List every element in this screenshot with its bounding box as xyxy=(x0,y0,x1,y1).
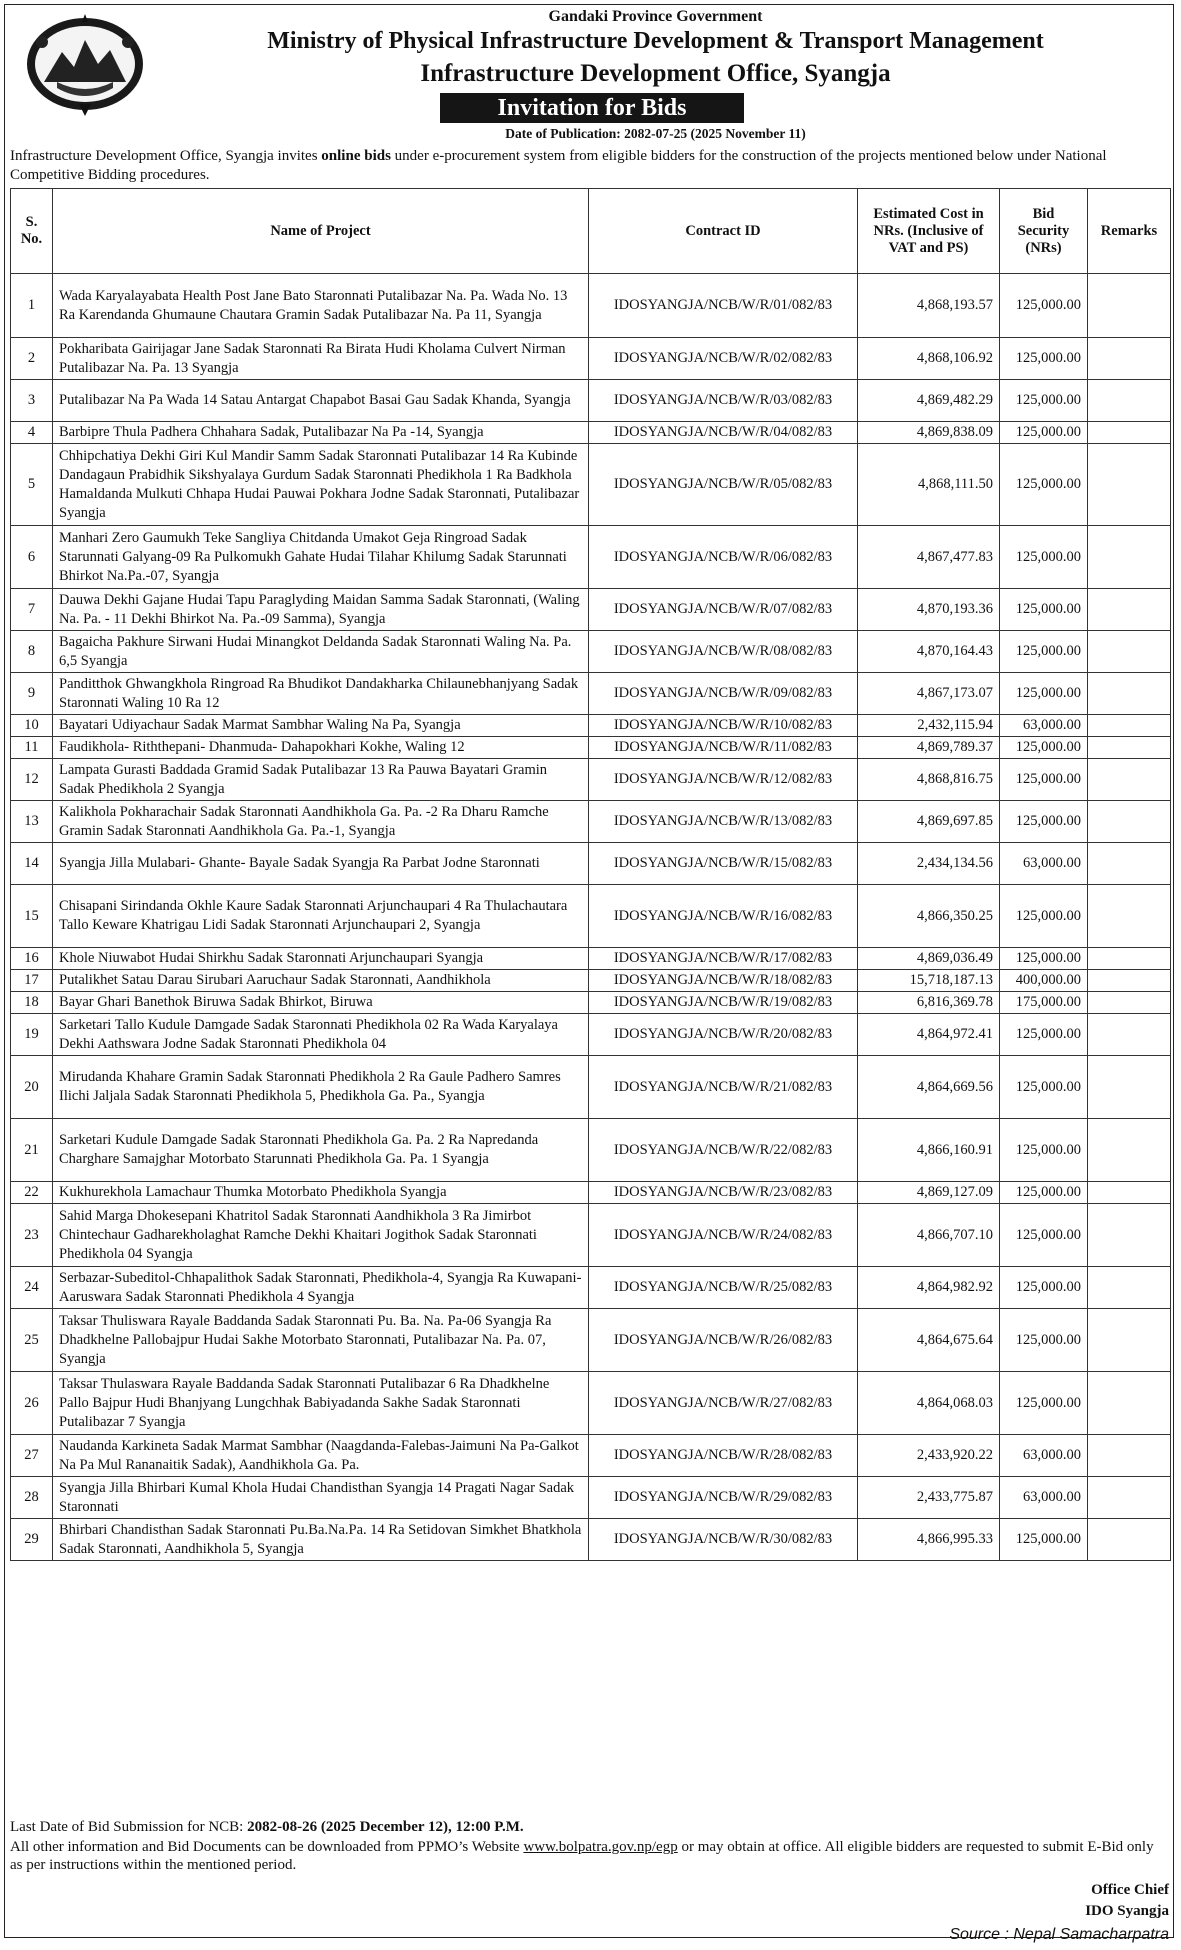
row-contract-id: IDOSYANGJA/NCB/W/R/03/082/83 xyxy=(589,380,858,422)
table-header-row xyxy=(11,189,1171,274)
row-bid-security: 63,000.00 xyxy=(1000,843,1088,885)
row-contract-id: IDOSYANGJA/NCB/W/R/08/082/83 xyxy=(589,631,858,673)
row-project-name: Kukhurekhola Lamachaur Thumka Motorbato Phedikhola Syangja xyxy=(53,1182,589,1204)
table-row xyxy=(11,1372,1171,1435)
header-contract-id: Contract ID xyxy=(589,189,858,274)
row-estimated-cost: 4,867,477.83 xyxy=(858,526,1000,589)
row-contract-id: IDOSYANGJA/NCB/W/R/25/082/83 xyxy=(589,1267,858,1309)
table-row xyxy=(11,992,1171,1014)
table-row xyxy=(11,526,1171,589)
row-estimated-cost: 4,866,160.91 xyxy=(858,1119,1000,1182)
row-project-name: Taksar Thuliswara Rayale Baddanda Sadak Staronnati Pu. Ba. Na. Pa-06 Syangja Ra Dhadkhelne Pallobajpur Hudai Sakhe Motorbato Staronnati, Putalibazar Na. Pa. 07, Syangja xyxy=(53,1309,589,1372)
row-estimated-cost: 4,866,350.25 xyxy=(858,885,1000,948)
nepal-emblem-logo xyxy=(22,12,148,118)
table-row xyxy=(11,631,1171,673)
ministry-name: Ministry of Physical Infrastructure Development & Transport Management xyxy=(267,28,1044,54)
row-remarks xyxy=(1088,1372,1171,1435)
row-bid-security: 125,000.00 xyxy=(1000,1056,1088,1119)
row-sno: 14 xyxy=(11,843,53,885)
row-estimated-cost: 4,864,972.41 xyxy=(858,1014,1000,1056)
row-estimated-cost: 2,433,920.22 xyxy=(858,1435,1000,1477)
row-estimated-cost: 4,869,036.49 xyxy=(858,948,1000,970)
row-bid-security: 175,000.00 xyxy=(1000,992,1088,1014)
row-bid-security: 63,000.00 xyxy=(1000,1435,1088,1477)
row-contract-id: IDOSYANGJA/NCB/W/R/13/082/83 xyxy=(589,801,858,843)
row-sno: 20 xyxy=(11,1056,53,1119)
row-remarks xyxy=(1088,338,1171,380)
table-row xyxy=(11,737,1171,759)
row-contract-id: IDOSYANGJA/NCB/W/R/10/082/83 xyxy=(589,715,858,737)
table-row xyxy=(11,1204,1171,1267)
row-contract-id: IDOSYANGJA/NCB/W/R/28/082/83 xyxy=(589,1435,858,1477)
row-sno: 11 xyxy=(11,737,53,759)
row-bid-security: 125,000.00 xyxy=(1000,737,1088,759)
table-row xyxy=(11,801,1171,843)
table-row xyxy=(11,380,1171,422)
row-contract-id: IDOSYANGJA/NCB/W/R/16/082/83 xyxy=(589,885,858,948)
table-row xyxy=(11,1309,1171,1372)
table-row xyxy=(11,673,1171,715)
row-estimated-cost: 4,868,106.92 xyxy=(858,338,1000,380)
row-estimated-cost: 4,864,982.92 xyxy=(858,1267,1000,1309)
province-government: Gandaki Province Government xyxy=(548,8,763,25)
row-sno: 6 xyxy=(11,526,53,589)
row-project-name: Bhirbari Chandisthan Sadak Staronnati Pu.Ba.Na.Pa. 14 Ra Setidovan Simkhet Bhatkhola Sadak Staronnati, Aandhikhola 5, Syangja xyxy=(53,1519,589,1561)
row-sno: 4 xyxy=(11,422,53,444)
row-estimated-cost: 4,866,995.33 xyxy=(858,1519,1000,1561)
row-estimated-cost: 4,869,697.85 xyxy=(858,801,1000,843)
row-remarks xyxy=(1088,673,1171,715)
row-remarks xyxy=(1088,715,1171,737)
table-row xyxy=(11,1267,1171,1309)
row-remarks xyxy=(1088,1014,1171,1056)
row-remarks xyxy=(1088,526,1171,589)
row-contract-id: IDOSYANGJA/NCB/W/R/01/082/83 xyxy=(589,274,858,338)
row-remarks xyxy=(1088,1477,1171,1519)
row-remarks xyxy=(1088,970,1171,992)
table-row xyxy=(11,970,1171,992)
row-contract-id: IDOSYANGJA/NCB/W/R/18/082/83 xyxy=(589,970,858,992)
row-project-name: Bayatari Udiyachaur Sadak Marmat Sambhar Waling Na Pa, Syangja xyxy=(53,715,589,737)
row-project-name: Wada Karyalayabata Health Post Jane Bato Staronnati Putalibazar Na. Pa. Wada No. 13 Ra Karendanda Ghumaune Chautara Gramin Sadak Putalibazar Na. Pa 11, Syangja xyxy=(53,274,589,338)
row-contract-id: IDOSYANGJA/NCB/W/R/24/082/83 xyxy=(589,1204,858,1267)
row-remarks xyxy=(1088,631,1171,673)
row-bid-security: 125,000.00 xyxy=(1000,444,1088,526)
row-bid-security: 63,000.00 xyxy=(1000,1477,1088,1519)
row-contract-id: IDOSYANGJA/NCB/W/R/06/082/83 xyxy=(589,526,858,589)
row-remarks xyxy=(1088,1267,1171,1309)
source-credit: Source : Nepal Samacharpatra xyxy=(949,1926,1169,1943)
row-remarks xyxy=(1088,801,1171,843)
row-estimated-cost: 6,816,369.78 xyxy=(858,992,1000,1014)
row-bid-security: 125,000.00 xyxy=(1000,801,1088,843)
row-sno: 28 xyxy=(11,1477,53,1519)
table-row xyxy=(11,1182,1171,1204)
row-bid-security: 125,000.00 xyxy=(1000,422,1088,444)
row-project-name: Chhipchatiya Dekhi Giri Kul Mandir Samm Sadak Staronnati Putalibazar 14 Ra Kubinde Dandagaun Prabidhik Sikshyalaya Gurdum Sadak Staronnati Phedikhola 1 Ra Badkhola Hamaldanda Mulkuti Chhapa Hudai Pauwai Pokhara Jodne Sadak Staronnati, Putalibazar Syangja xyxy=(53,444,589,526)
row-bid-security: 125,000.00 xyxy=(1000,948,1088,970)
row-project-name: Mirudanda Khahare Gramin Sadak Staronnati Phedikhola 2 Ra Gaule Padhero Samres Ilichi Jaljala Sadak Staronnati Phedikhola 5, Phedikhola Ga. Pa., Syangja xyxy=(53,1056,589,1119)
notice-title: Invitation for Bids xyxy=(440,93,744,123)
row-estimated-cost: 4,869,482.29 xyxy=(858,380,1000,422)
row-project-name: Putalibazar Na Pa Wada 14 Satau Antargat Chapabot Basai Gau Sadak Khanda, Syangja xyxy=(53,380,589,422)
row-remarks xyxy=(1088,843,1171,885)
row-remarks xyxy=(1088,1519,1171,1561)
bids-table xyxy=(10,188,1171,1561)
row-sno: 18 xyxy=(11,992,53,1014)
row-estimated-cost: 2,434,134.56 xyxy=(858,843,1000,885)
table-row xyxy=(11,885,1171,948)
row-bid-security: 125,000.00 xyxy=(1000,1267,1088,1309)
office-name: Infrastructure Development Office, Syangja xyxy=(420,60,891,87)
signatory-title: Office Chief xyxy=(1091,1882,1169,1898)
row-sno: 7 xyxy=(11,589,53,631)
row-project-name: Manhari Zero Gaumukh Teke Sangliya Chitdanda Umakot Geja Ringroad Sadak Starunnati Galyang-09 Ra Pulkomukh Gahate Hudai Tilahar Khilumg Sadak Starunnati Bhirkot Na.Pa.-07, Syangja xyxy=(53,526,589,589)
row-sno: 1 xyxy=(11,274,53,338)
row-contract-id: IDOSYANGJA/NCB/W/R/11/082/83 xyxy=(589,737,858,759)
row-remarks xyxy=(1088,759,1171,801)
header-bid-security: Bid Security (NRs) xyxy=(1000,189,1088,274)
row-project-name: Bagaicha Pakhure Sirwani Hudai Minangkot Deldanda Sadak Staronnati Waling Na. Pa. 6,5 Syangja xyxy=(53,631,589,673)
row-remarks xyxy=(1088,589,1171,631)
table-row xyxy=(11,1477,1171,1519)
row-remarks xyxy=(1088,737,1171,759)
row-bid-security: 125,000.00 xyxy=(1000,380,1088,422)
row-sno: 3 xyxy=(11,380,53,422)
row-estimated-cost: 4,866,707.10 xyxy=(858,1204,1000,1267)
row-estimated-cost: 2,432,115.94 xyxy=(858,715,1000,737)
row-bid-security: 125,000.00 xyxy=(1000,631,1088,673)
row-sno: 9 xyxy=(11,673,53,715)
table-row xyxy=(11,843,1171,885)
row-contract-id: IDOSYANGJA/NCB/W/R/07/082/83 xyxy=(589,589,858,631)
row-remarks xyxy=(1088,1435,1171,1477)
row-sno: 2 xyxy=(11,338,53,380)
row-project-name: Sarketari Tallo Kudule Damgade Sadak Staronnati Phedikhola 02 Ra Wada Karyalaya Dekhi Aathswara Jodne Sadak Staronnati Phedikhola 04 xyxy=(53,1014,589,1056)
row-project-name: Sarketari Kudule Damgade Sadak Staronnati Phedikhola Ga. Pa. 2 Ra Napredanda Charghare Samajghar Motorbato Starunnati Phedikhola Ga. Pa. 1 Syangja xyxy=(53,1119,589,1182)
row-sno: 29 xyxy=(11,1519,53,1561)
row-contract-id: IDOSYANGJA/NCB/W/R/02/082/83 xyxy=(589,338,858,380)
row-estimated-cost: 15,718,187.13 xyxy=(858,970,1000,992)
row-sno: 22 xyxy=(11,1182,53,1204)
row-contract-id: IDOSYANGJA/NCB/W/R/22/082/83 xyxy=(589,1119,858,1182)
row-project-name: Faudikhola- Riththepani- Dhanmuda- Dahapokhari Kokhe, Waling 12 xyxy=(53,737,589,759)
row-bid-security: 125,000.00 xyxy=(1000,1204,1088,1267)
row-remarks xyxy=(1088,380,1171,422)
row-bid-security: 125,000.00 xyxy=(1000,338,1088,380)
row-contract-id: IDOSYANGJA/NCB/W/R/12/082/83 xyxy=(589,759,858,801)
row-sno: 10 xyxy=(11,715,53,737)
row-estimated-cost: 4,870,193.36 xyxy=(858,589,1000,631)
table-row xyxy=(11,1119,1171,1182)
row-remarks xyxy=(1088,885,1171,948)
row-project-name: Sahid Marga Dhokesepani Khatritol Sadak Staronnati Aandhikhola 3 Ra Jimirbot Chintechaur Gadharekholaghat Ramche Dekhi Khaitari Jogithok Sadak Staronnati Phedikhola 04 Syangja xyxy=(53,1204,589,1267)
row-project-name: Lampata Gurasti Baddada Gramid Sadak Putalibazar 13 Ra Pauwa Bayatari Gramin Sadak Phedikhola 2 Syangja xyxy=(53,759,589,801)
row-bid-security: 125,000.00 xyxy=(1000,1309,1088,1372)
row-project-name: Barbipre Thula Padhera Chhahara Sadak, Putalibazar Na Pa -14, Syangja xyxy=(53,422,589,444)
bid-info: All other information and Bid Documents can be downloaded from PPMO’s Website www.bolpatra.gov.np/egp or may obtain at office. All eligible bidders are requested to submit E-Bid only as per instructions within the mentioned period. xyxy=(10,1839,1154,1873)
row-project-name: Serbazar-Subeditol-Chhapalithok Sadak Staronnati, Phedikhola-4, Syangja Ra Kuwapani-Aaruswara Sadak Staronnati Phedikhola 4 Syangja xyxy=(53,1267,589,1309)
row-contract-id: IDOSYANGJA/NCB/W/R/27/082/83 xyxy=(589,1372,858,1435)
row-bid-security: 125,000.00 xyxy=(1000,1182,1088,1204)
signatory-office: IDO Syangja xyxy=(1085,1903,1169,1919)
row-estimated-cost: 4,867,173.07 xyxy=(858,673,1000,715)
table-row xyxy=(11,338,1171,380)
row-bid-security: 125,000.00 xyxy=(1000,885,1088,948)
table-row xyxy=(11,1519,1171,1561)
row-sno: 8 xyxy=(11,631,53,673)
row-sno: 15 xyxy=(11,885,53,948)
row-estimated-cost: 4,864,068.03 xyxy=(858,1372,1000,1435)
row-project-name: Putalikhet Satau Darau Sirubari Aaruchaur Sadak Staronnati, Aandhikhola xyxy=(53,970,589,992)
row-sno: 25 xyxy=(11,1309,53,1372)
row-estimated-cost: 4,869,789.37 xyxy=(858,737,1000,759)
row-contract-id: IDOSYANGJA/NCB/W/R/15/082/83 xyxy=(589,843,858,885)
row-sno: 24 xyxy=(11,1267,53,1309)
row-estimated-cost: 4,868,111.50 xyxy=(858,444,1000,526)
row-contract-id: IDOSYANGJA/NCB/W/R/29/082/83 xyxy=(589,1477,858,1519)
row-project-name: Kalikhola Pokharachair Sadak Staronnati Aandhikhola Ga. Pa. -2 Ra Dharu Ramche Gramin Sadak Staronnati Aandhikhola Ga. Pa.-1, Syangja xyxy=(53,801,589,843)
row-bid-security: 125,000.00 xyxy=(1000,1014,1088,1056)
header-sno: S. No. xyxy=(11,189,53,274)
row-bid-security: 400,000.00 xyxy=(1000,970,1088,992)
row-bid-security: 125,000.00 xyxy=(1000,274,1088,338)
row-project-name: Panditthok Ghwangkhola Ringroad Ra Bhudikot Dandakharka Chilaunebhanjyang Sadak Staronnati Waling 10 Ra 12 xyxy=(53,673,589,715)
publication-date: Date of Publication: 2082-07-25 (2025 November 11) xyxy=(505,126,806,141)
row-remarks xyxy=(1088,1309,1171,1372)
row-project-name: Dauwa Dekhi Gajane Hudai Tapu Paraglyding Maidan Samma Sadak Staronnati, (Waling Na. Pa. - 11 Dekhi Bhirkot Na. Pa.-09 Samma), Syangja xyxy=(53,589,589,631)
row-estimated-cost: 4,864,669.56 xyxy=(858,1056,1000,1119)
row-contract-id: IDOSYANGJA/NCB/W/R/30/082/83 xyxy=(589,1519,858,1561)
row-estimated-cost: 4,870,164.43 xyxy=(858,631,1000,673)
row-bid-security: 125,000.00 xyxy=(1000,1372,1088,1435)
row-bid-security: 125,000.00 xyxy=(1000,1119,1088,1182)
row-project-name: Syangja Jilla Mulabari- Ghante- Bayale Sadak Syangja Ra Parbat Jodne Staronnati xyxy=(53,843,589,885)
row-contract-id: IDOSYANGJA/NCB/W/R/19/082/83 xyxy=(589,992,858,1014)
table-row xyxy=(11,715,1171,737)
row-sno: 17 xyxy=(11,970,53,992)
row-remarks xyxy=(1088,1182,1171,1204)
table-row xyxy=(11,948,1171,970)
table-row xyxy=(11,589,1171,631)
row-remarks xyxy=(1088,948,1171,970)
table-row xyxy=(11,274,1171,338)
row-sno: 27 xyxy=(11,1435,53,1477)
bid-deadline: Last Date of Bid Submission for NCB: 2082-08-26 (2025 December 12), 12:00 P.M. xyxy=(10,1819,524,1835)
row-project-name: Bayar Ghari Banethok Biruwa Sadak Bhirkot, Biruwa xyxy=(53,992,589,1014)
table-row xyxy=(11,1014,1171,1056)
row-contract-id: IDOSYANGJA/NCB/W/R/17/082/83 xyxy=(589,948,858,970)
row-contract-id: IDOSYANGJA/NCB/W/R/09/082/83 xyxy=(589,673,858,715)
row-contract-id: IDOSYANGJA/NCB/W/R/04/082/83 xyxy=(589,422,858,444)
row-estimated-cost: 2,433,775.87 xyxy=(858,1477,1000,1519)
row-estimated-cost: 4,864,675.64 xyxy=(858,1309,1000,1372)
row-remarks xyxy=(1088,444,1171,526)
row-contract-id: IDOSYANGJA/NCB/W/R/20/082/83 xyxy=(589,1014,858,1056)
table-row xyxy=(11,759,1171,801)
intro-paragraph: Infrastructure Development Office, Syangja invites online bids under e-procurement system from eligible bidders for the construction of the projects mentioned below under National Competitive Bidding procedures. xyxy=(10,148,1107,183)
header-project-name: Name of Project xyxy=(53,189,589,274)
row-contract-id: IDOSYANGJA/NCB/W/R/26/082/83 xyxy=(589,1309,858,1372)
row-sno: 13 xyxy=(11,801,53,843)
table-row xyxy=(11,444,1171,526)
row-estimated-cost: 4,869,838.09 xyxy=(858,422,1000,444)
row-bid-security: 125,000.00 xyxy=(1000,673,1088,715)
row-estimated-cost: 4,868,193.57 xyxy=(858,274,1000,338)
header-remarks: Remarks xyxy=(1088,189,1171,274)
row-sno: 19 xyxy=(11,1014,53,1056)
row-project-name: Naudanda Karkineta Sadak Marmat Sambhar (Naagdanda-Falebas-Jaimuni Na Pa-Galkot Na Pa Mul Rananaitik Sadak), Aandhikhola Ga. Pa. xyxy=(53,1435,589,1477)
row-sno: 5 xyxy=(11,444,53,526)
row-contract-id: IDOSYANGJA/NCB/W/R/21/082/83 xyxy=(589,1056,858,1119)
row-remarks xyxy=(1088,422,1171,444)
row-project-name: Taksar Thulaswara Rayale Baddanda Sadak Staronnati Putalibazar 6 Ra Dhadkhelne Pallo Bajpur Hudi Bhanjyang Lungchhak Babiyadanda Sakhe Sadak Staronnati Putalibazar 7 Syangja xyxy=(53,1372,589,1435)
row-sno: 16 xyxy=(11,948,53,970)
row-remarks xyxy=(1088,1056,1171,1119)
row-remarks xyxy=(1088,992,1171,1014)
row-remarks xyxy=(1088,274,1171,338)
row-remarks xyxy=(1088,1204,1171,1267)
row-contract-id: IDOSYANGJA/NCB/W/R/23/082/83 xyxy=(589,1182,858,1204)
row-estimated-cost: 4,869,127.09 xyxy=(858,1182,1000,1204)
row-bid-security: 63,000.00 xyxy=(1000,715,1088,737)
row-project-name: Syangja Jilla Bhirbari Kumal Khola Hudai Chandisthan Syangja 14 Pragati Nagar Sadak Staronnati xyxy=(53,1477,589,1519)
row-sno: 26 xyxy=(11,1372,53,1435)
table-row xyxy=(11,1056,1171,1119)
row-project-name: Chisapani Sirindanda Okhle Kaure Sadak Staronnati Arjunchaupari 4 Ra Thulachautara Tallo Keware Khatrigau Lidi Sadak Staronnati Arjunchaupari 2, Syangja xyxy=(53,885,589,948)
row-contract-id: IDOSYANGJA/NCB/W/R/05/082/83 xyxy=(589,444,858,526)
row-sno: 23 xyxy=(11,1204,53,1267)
row-bid-security: 125,000.00 xyxy=(1000,589,1088,631)
ppmo-link[interactable]: www.bolpatra.gov.np/egp xyxy=(523,1839,678,1855)
row-project-name: Pokharibata Gairijagar Jane Sadak Staronnati Ra Birata Hudi Kholama Culvert Nirman Putalibazar Na. Pa. 13 Syangja xyxy=(53,338,589,380)
row-bid-security: 125,000.00 xyxy=(1000,759,1088,801)
row-project-name: Khole Niuwabot Hudai Shirkhu Sadak Staronnati Arjunchaupari Syangja xyxy=(53,948,589,970)
row-sno: 21 xyxy=(11,1119,53,1182)
table-row xyxy=(11,422,1171,444)
row-sno: 12 xyxy=(11,759,53,801)
table-row xyxy=(11,1435,1171,1477)
row-bid-security: 125,000.00 xyxy=(1000,1519,1088,1561)
row-remarks xyxy=(1088,1119,1171,1182)
row-estimated-cost: 4,868,816.75 xyxy=(858,759,1000,801)
header-estimated-cost: Estimated Cost in NRs. (Inclusive of VAT and PS) xyxy=(858,189,1000,274)
row-bid-security: 125,000.00 xyxy=(1000,526,1088,589)
